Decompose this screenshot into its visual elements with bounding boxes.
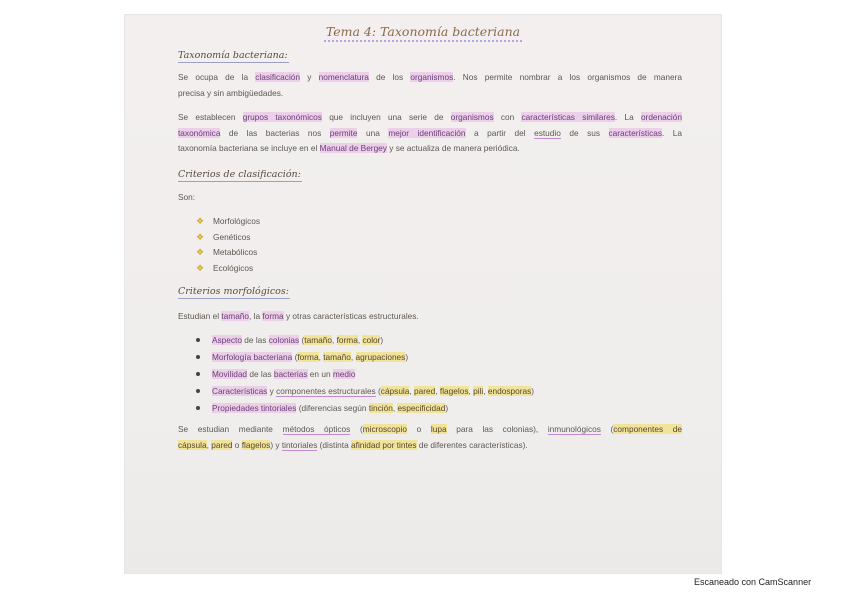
list-item: ❖ Ecológicos	[196, 261, 260, 277]
bullet-dot-icon	[196, 372, 200, 376]
paragraph-grupos: Se establecen grupos taxonómicos que incluyen una serie de organismos con características similares. La ordenación taxonómica de las bacterias nos permite una mejor identificación a partir del estudio de sus características. La taxonomía bacteriana se incluye en el Manual de Bergey y se actualiza de manera periódica.	[178, 112, 683, 153]
diamond-bullet-icon: ❖	[196, 247, 205, 257]
list-item: Características y componentes estructurales (cápsula, pared, flagelos, pili, endosporas)	[196, 383, 534, 400]
list-item: Morfología bacteriana (forma, tamaño, agrupaciones)	[196, 349, 534, 366]
diamond-bullet-icon: ❖	[196, 262, 205, 273]
list-item: ❖ Genéticos	[196, 230, 260, 246]
heading-criterios-clasificacion: Criterios de clasificación:	[178, 169, 301, 180]
list-item: ❖ Morfológicos	[196, 214, 260, 230]
morfologicos-list	[196, 332, 534, 417]
heading-criterios-morfologicos: Criterios morfológicos:	[178, 286, 289, 297]
criterios-list	[196, 214, 260, 276]
paragraph-metodos: Se estudian mediante métodos ópticos (microscopio o lupa para las colonias), inmunológicos (componentes de cápsula, pared o flagelos) y tintoriales (distinta afinidad por tintes de diferentes características).	[178, 424, 682, 450]
son-label: Son:	[178, 192, 196, 202]
bullet-dot-icon	[196, 406, 200, 410]
heading-taxonomia: Taxonomía bacteriana:	[178, 50, 288, 61]
document-title: Tema 4: Taxonomía bacteriana	[124, 24, 722, 39]
diamond-bullet-icon: ❖	[196, 231, 205, 242]
bullet-dot-icon	[196, 338, 200, 342]
camscanner-watermark: Escaneado con CamScanner	[694, 577, 812, 587]
list-item: Aspecto de las colonias (tamaño, forma, color)	[196, 332, 534, 349]
list-item: Propiedades tintoriales (diferencias según tinción, especificidad)	[196, 400, 534, 417]
list-item: Movilidad de las bacterias en un medio	[196, 366, 534, 383]
list-item: ❖ Metabólicos	[196, 245, 260, 261]
diamond-bullet-icon: ❖	[196, 216, 205, 226]
scanned-page	[124, 14, 722, 574]
bullet-dot-icon	[196, 355, 200, 359]
paragraph-estudian: Estudian el tamaño, la forma y otras características estructurales.	[178, 311, 419, 321]
paragraph-intro: Se ocupa de la clasificación y nomenclatura de los organismos. Nos permite nombrar a los organismos de manera precisa y sin ambigüedades.	[178, 72, 682, 98]
bullet-dot-icon	[196, 389, 200, 393]
